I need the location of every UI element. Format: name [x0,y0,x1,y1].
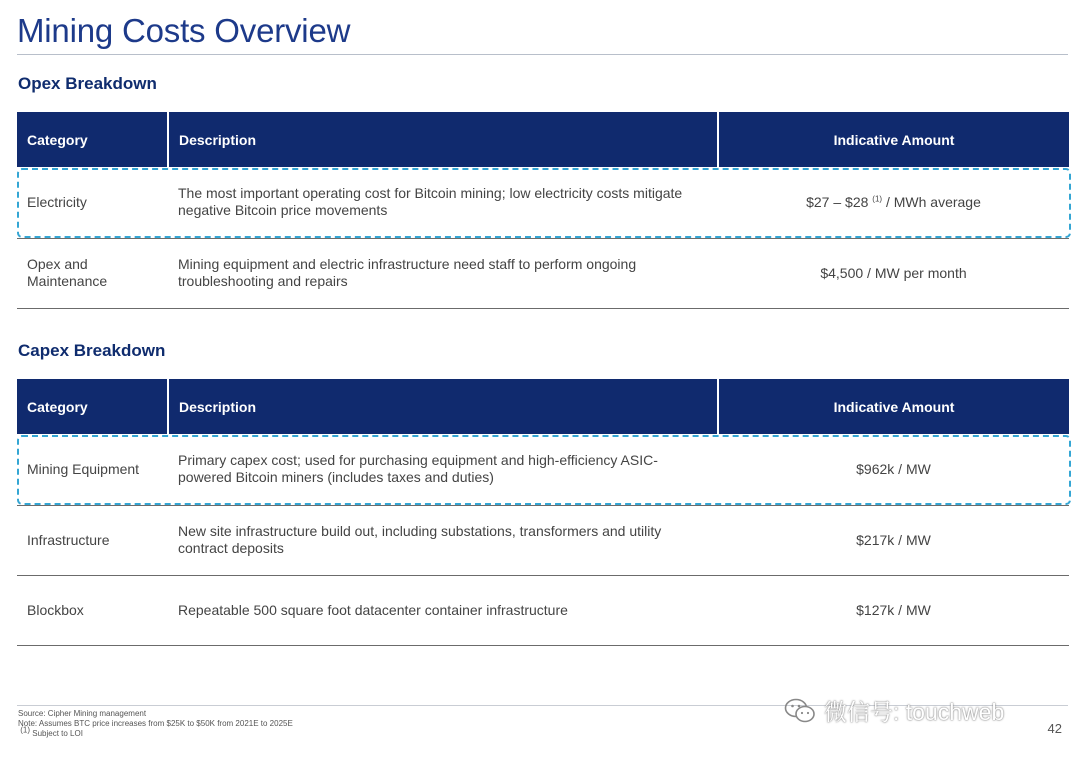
watermark [784,694,1004,727]
opex-heading: Opex Breakdown [18,74,157,93]
row-description: Repeatable 500 square foot datacenter container infrastructure [168,575,718,645]
row-description: Primary capex cost; used for purchasing equipment and high-efficiency ASIC-powered Bitcoin miners (includes taxes and duties) [168,434,718,505]
row-category: Mining Equipment [17,434,168,505]
opex-header-row [17,112,1069,167]
row-category: Infrastructure [17,505,168,575]
page-title: Mining Costs Overview [17,12,351,49]
column-header-category: Category [17,379,168,434]
table-row [17,167,1069,238]
row-category: Opex and Maintenance [17,238,168,308]
table-row [17,575,1069,645]
footnote-note: Note: Assumes BTC price increases from $25K to $50K from 2021E to 2025E [18,719,293,728]
row-category: Electricity [17,167,168,238]
row-amount: $217k / MW [718,505,1069,575]
footnote-marker: (1) [872,194,883,204]
row-amount: $4,500 / MW per month [718,238,1069,308]
table-row [17,434,1069,505]
wechat-icon [784,697,816,725]
capex-heading: Capex Breakdown [18,341,166,360]
column-header-amount: Indicative Amount [718,112,1069,167]
row-amount: $27 – $28 $^{(1)}$ / MWh average [718,167,1069,238]
footnote-source: Source: Cipher Mining management [18,709,147,718]
row-amount: $962k / MW [718,434,1069,505]
row-description: The most important operating cost for Bitcoin mining; low electricity costs mitigate negative Bitcoin price movements [168,167,718,238]
watermark-text: 微信号: touchweb [824,699,1005,725]
row-category: Blockbox [17,575,168,645]
footnotes [18,709,293,739]
footnote-ref: (1) Subject to LOI [20,725,83,738]
row-amount: $127k / MW [718,575,1069,645]
column-header-description: Description [168,112,718,167]
page-number: 42 [1047,721,1062,736]
column-header-description: Description [168,379,718,434]
row-description: New site infrastructure build out, including substations, transformers and utility contract deposits [168,505,718,575]
title-divider [17,54,1068,55]
column-header-amount: Indicative Amount [718,379,1069,434]
table-row [17,238,1069,308]
opex-table [17,112,1069,309]
capex-table [17,379,1069,646]
row-description: Mining equipment and electric infrastructure need staff to perform ongoing troubleshooting and repairs [168,238,718,308]
column-header-category: Category [17,112,168,167]
capex-header-row [17,379,1069,434]
table-row [17,505,1069,575]
